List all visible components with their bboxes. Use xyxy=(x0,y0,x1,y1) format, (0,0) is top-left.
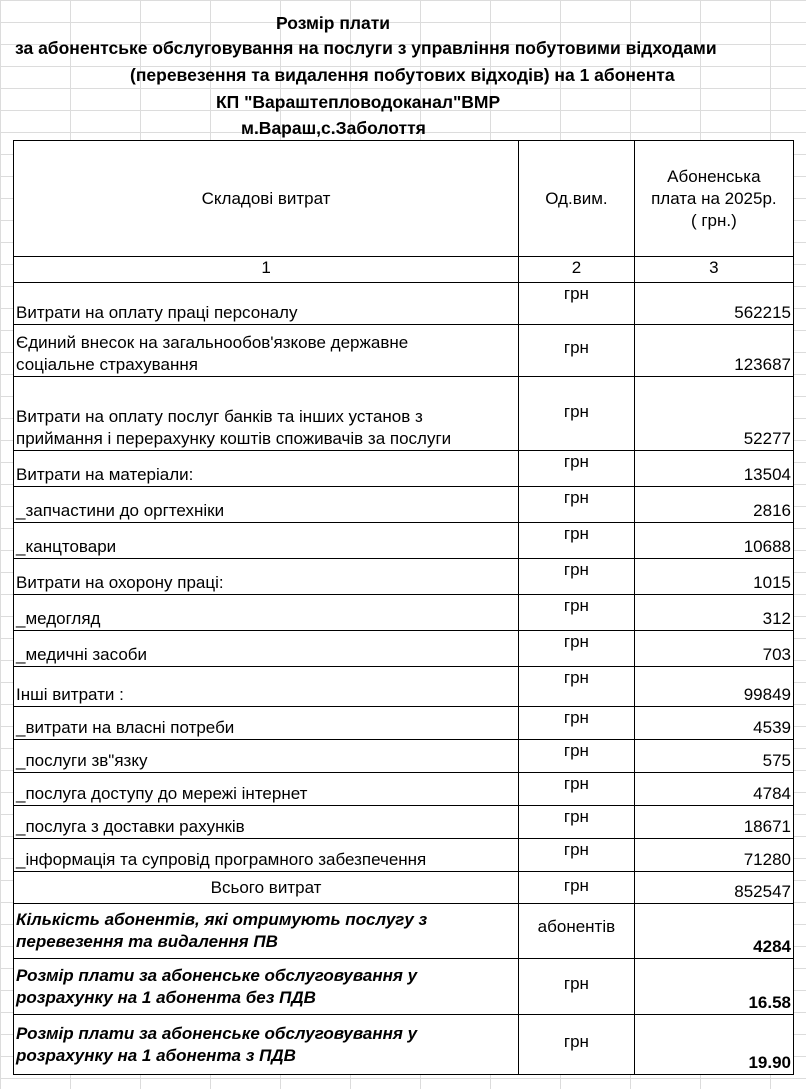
row-value: 52277 xyxy=(634,377,793,451)
row-unit: грн xyxy=(519,559,635,595)
row-label-line-1: Єдиний внесок на загальнообов'язкове державне xyxy=(16,333,409,352)
column-number-2: 2 xyxy=(519,257,635,283)
fee-with-vat-label xyxy=(14,1015,519,1075)
total-label: Всього витрат xyxy=(14,872,519,904)
title-line-4: КП "Вараштепловодоканал"ВМР xyxy=(216,92,501,112)
row-value: 99849 xyxy=(634,667,793,707)
row-value: 703 xyxy=(634,631,793,667)
row-label: _запчастини до оргтехніки xyxy=(14,487,519,523)
subscribers-label-line-2: перевезення та видалення ПВ xyxy=(16,932,278,951)
table-row xyxy=(14,523,794,559)
row-value: 312 xyxy=(634,595,793,631)
row-value: 4539 xyxy=(634,707,793,740)
subscribers-value: 4284 xyxy=(634,904,793,959)
row-label: Інші витрати : xyxy=(14,667,519,707)
total-value: 852547 xyxy=(634,872,793,904)
row-label: _послуги зв"язку xyxy=(14,740,519,773)
total-row xyxy=(14,872,794,904)
subscribers-label xyxy=(14,904,519,959)
fee-without-vat-label-line-2: розрахунку на 1 абонента без ПДВ xyxy=(16,987,316,1007)
row-label xyxy=(14,377,519,451)
title-line-5: м.Вараш,с.Заболоття xyxy=(241,118,426,138)
table-row xyxy=(14,740,794,773)
col-header-cost-items: Складові витрат xyxy=(14,141,519,257)
row-label: _послуга доступу до мережі інтернет xyxy=(14,773,519,806)
fee-without-vat-label xyxy=(14,959,519,1015)
col-header-fee-line-2: плата на 2025р. xyxy=(651,188,777,208)
table-row xyxy=(14,451,794,487)
row-unit: грн xyxy=(519,773,635,806)
row-label: _медичні засоби xyxy=(14,631,519,667)
title-line-3: (перевезення та видалення побутових відходів) на 1 абонента xyxy=(130,65,675,85)
row-label xyxy=(14,325,519,377)
column-number-1: 1 xyxy=(14,257,519,283)
row-label-line-2: соціальне страхування xyxy=(16,355,198,374)
fee-with-vat-label-line-1: Розмір плати за абоненське обслуговування у xyxy=(16,1023,418,1043)
column-number-row xyxy=(14,257,794,283)
fee-with-vat-unit: грн xyxy=(519,1015,635,1075)
total-unit: грн xyxy=(519,872,635,904)
table-header-row xyxy=(14,141,794,257)
row-value: 4784 xyxy=(634,773,793,806)
row-value: 562215 xyxy=(634,283,793,325)
row-unit: грн xyxy=(519,839,635,872)
column-number-3: 3 xyxy=(634,257,793,283)
fee-with-vat-row xyxy=(14,1015,794,1075)
row-unit: грн xyxy=(519,283,635,325)
row-value: 575 xyxy=(634,740,793,773)
table-row xyxy=(14,559,794,595)
fee-without-vat-label-line-1: Розмір плати за абоненське обслуговування у xyxy=(16,965,418,985)
table-row xyxy=(14,707,794,740)
row-label: Витрати на матеріали: xyxy=(14,451,519,487)
row-label: Витрати на охорону праці: xyxy=(14,559,519,595)
row-value: 2816 xyxy=(634,487,793,523)
fee-without-vat-value: 16.58 xyxy=(634,959,793,1015)
row-label: _послуга з доставки рахунків xyxy=(14,806,519,839)
row-unit: грн xyxy=(519,667,635,707)
subscribers-row xyxy=(14,904,794,959)
row-label-line-2: приймання і перерахунку коштів споживачів за послуги xyxy=(16,429,452,448)
table-row xyxy=(14,806,794,839)
fee-without-vat-row xyxy=(14,959,794,1015)
row-value: 10688 xyxy=(634,523,793,559)
table-row xyxy=(14,839,794,872)
table-row xyxy=(14,487,794,523)
table-row xyxy=(14,631,794,667)
row-unit: грн xyxy=(519,451,635,487)
row-unit: грн xyxy=(519,523,635,559)
row-unit: грн xyxy=(519,377,635,451)
col-header-fee-line-1: Абоненська xyxy=(667,166,761,186)
row-unit: грн xyxy=(519,487,635,523)
row-label: Витрати на оплату праці персоналу xyxy=(14,283,519,325)
row-unit: грн xyxy=(519,740,635,773)
title-line-2: за абонентське обслуговування на послуги з управління побутовими відходами xyxy=(15,38,717,58)
row-label: _канцтовари xyxy=(14,523,519,559)
row-value: 13504 xyxy=(634,451,793,487)
row-unit: грн xyxy=(519,325,635,377)
table-row xyxy=(14,377,794,451)
row-value: 71280 xyxy=(634,839,793,872)
row-unit: грн xyxy=(519,707,635,740)
row-label: _медогляд xyxy=(14,595,519,631)
fee-without-vat-unit: грн xyxy=(519,959,635,1015)
table-row xyxy=(14,667,794,707)
row-label: _витрати на власні потреби xyxy=(14,707,519,740)
col-header-fee xyxy=(634,141,793,257)
row-value: 123687 xyxy=(634,325,793,377)
fee-with-vat-label-line-2: розрахунку на 1 абонента з ПДВ xyxy=(16,1045,296,1065)
col-header-unit: Од.вим. xyxy=(519,141,635,257)
row-value: 1015 xyxy=(634,559,793,595)
title-line-1: Розмір плати xyxy=(276,13,391,33)
row-unit: грн xyxy=(519,631,635,667)
subscribers-label-line-1: Кількість абонентів, які отримують послугу з xyxy=(16,910,428,929)
row-label-line-1: Витрати на оплату послуг банків та інших установ з xyxy=(16,407,423,426)
row-value: 18671 xyxy=(634,806,793,839)
col-header-fee-line-3: ( грн.) xyxy=(690,210,737,230)
table-row xyxy=(14,325,794,377)
table-row xyxy=(14,773,794,806)
fee-with-vat-value: 19.90 xyxy=(634,1015,793,1075)
table-row xyxy=(14,595,794,631)
table-row xyxy=(14,283,794,325)
row-label: _інформація та супровід програмного забезпечення xyxy=(14,839,519,872)
cost-table xyxy=(13,140,794,1075)
row-unit: грн xyxy=(519,806,635,839)
row-unit: грн xyxy=(519,595,635,631)
subscribers-unit: абонентів xyxy=(519,904,635,959)
